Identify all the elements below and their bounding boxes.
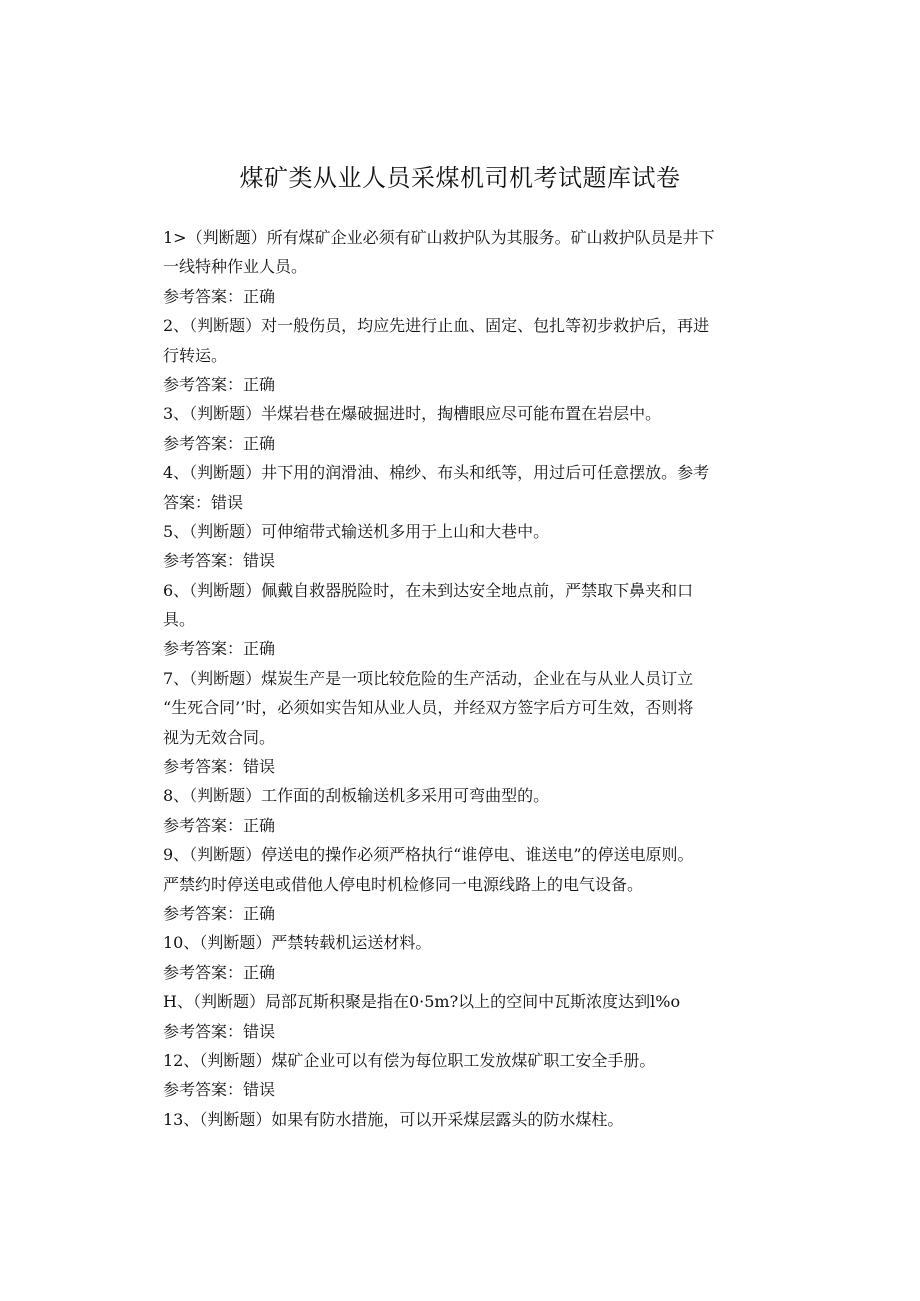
answer-line: 参考答案：正确 bbox=[163, 286, 276, 306]
text-line: H、（判断题）局部瓦斯积聚是指在0·5m?以上的空间中瓦斯浓度达到l%o bbox=[163, 992, 681, 1012]
text-line: 12、（判断题）煤矿企业可以有偿为每位职工发放煤矿职工安全手册。 bbox=[163, 1050, 656, 1070]
text-line: 2、（判断题）对一般伤员，均应先进行止血、固定、包扎等初步救护后，再进 bbox=[163, 316, 710, 336]
text-line: 7、（判断题）煤炭生产是一项比较危险的生产活动，企业在与从业人员订立 bbox=[163, 668, 694, 688]
text-line: “生死合同’’时，必须如实告知从业人员，并经双方签字后方可生效，否则将 bbox=[163, 698, 694, 718]
answer-line: 参考答案：正确 bbox=[163, 374, 276, 394]
text-line: 8、（判断题）工作面的刮板输送机多采用可弯曲型的。 bbox=[163, 786, 550, 806]
answer-line: 参考答案：正确 bbox=[163, 815, 276, 835]
answer-line: 参考答案：错误 bbox=[163, 757, 276, 777]
text-line: 6、（判断题）佩戴自救器脱险时，在未到达安全地点前，严禁取下鼻夹和口 bbox=[163, 580, 694, 600]
answer-line: 参考答案：正确 bbox=[163, 639, 276, 659]
text-line: 4、（判断题）井下用的润滑油、棉纱、布头和纸等，用过后可任意摆放。参考 bbox=[163, 463, 710, 483]
text-line: 13、（判断题）如果有防水措施，可以开采煤层露头的防水煤柱。 bbox=[163, 1109, 624, 1129]
text-line: 9、（判断题）停送电的操作必须严格执行“谁停电、谁送电”的停送电原则。 bbox=[163, 845, 694, 865]
text-line: 严禁约时停送电或借他人停电时机检修同一电源线路上的电气设备。 bbox=[163, 874, 644, 894]
question-list bbox=[163, 223, 763, 1134]
text-line: 3、（判断题）半煤岩巷在爆破掘进时，掏槽眼应尽可能布置在岩层中。 bbox=[163, 404, 662, 424]
text-line: 1>（判断题）所有煤矿企业必须有矿山救护队为其服务。矿山救护队员是井下 bbox=[163, 228, 715, 247]
text-line: 10、（判断题）严禁转载机运送材料。 bbox=[163, 933, 432, 953]
answer-line: 答案：错误 bbox=[163, 492, 244, 512]
answer-line: 参考答案：错误 bbox=[163, 1080, 276, 1100]
answer-line: 参考答案：错误 bbox=[163, 551, 276, 571]
answer-line: 参考答案：正确 bbox=[163, 903, 276, 923]
answer-line: 参考答案：正确 bbox=[163, 433, 276, 453]
text-line: 视为无效合同。 bbox=[163, 727, 276, 747]
text-line: 5、（判断题）可伸缩带式输送机多用于上山和大巷中。 bbox=[163, 521, 550, 541]
answer-line: 参考答案：错误 bbox=[163, 1021, 276, 1041]
answer-line: 参考答案：正确 bbox=[163, 962, 276, 982]
document-title: 煤矿类从业人员采煤机司机考试题库试卷 bbox=[239, 164, 681, 192]
text-line: 一线特种作业人员。 bbox=[163, 257, 308, 277]
text-line: 具。 bbox=[163, 610, 196, 630]
text-line: 行转运。 bbox=[163, 345, 228, 365]
